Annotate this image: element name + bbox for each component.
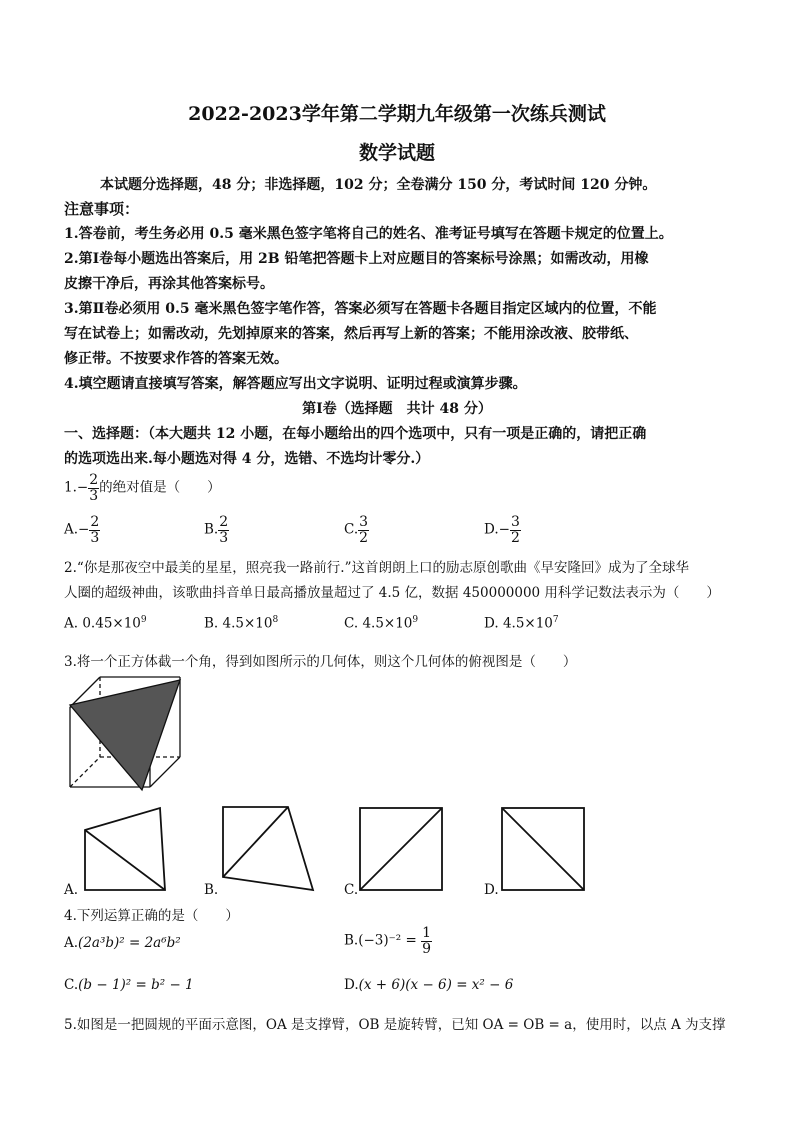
q2-option-c-label: C. xyxy=(344,615,359,632)
note-3-line-2: 写在试卷上；如需改动，先划掉原来的答案，然后再写上新的答案；不能用涂改液、胶带纸、 xyxy=(64,326,638,342)
q4-option-b-expr: (−3)⁻² = xyxy=(358,932,422,949)
q1-option-b[interactable] xyxy=(204,515,229,545)
note-1: 1.答卷前，考生务必用 0.5 毫米黑色签字笔将自己的姓名、准考证号填写在答题卡规定的位置上。 xyxy=(64,226,673,242)
q4-option-b-den: 9 xyxy=(422,940,432,957)
q1-option-a-sign: − xyxy=(78,521,90,538)
q2-option-b-base: 4.5×10 xyxy=(222,615,273,632)
question-1-stem xyxy=(64,473,221,503)
q3-option-d-figure[interactable] xyxy=(498,804,590,896)
note-3-line-1: 3.第Ⅱ卷必须用 0.5 毫米黑色签字笔作答，答案必须写在答题卡各题目指定区域内的位置，不能 xyxy=(64,301,657,317)
q4-option-b-num: 1 xyxy=(422,925,432,941)
q3-option-b-label[interactable]: B. xyxy=(204,882,219,898)
q2-option-c-base: 4.5×10 xyxy=(362,615,413,632)
q4-option-d[interactable] xyxy=(344,977,513,993)
exam-title: 2022-2023学年第二学期九年级第一次练兵测试 xyxy=(188,103,606,125)
q3-option-d-label[interactable]: D. xyxy=(484,882,499,898)
q4-option-c-expr: (b − 1)² = b² − 1 xyxy=(78,977,194,993)
q1-option-d[interactable] xyxy=(484,515,521,545)
q4-option-c[interactable] xyxy=(64,977,194,993)
notes-heading: 注意事项： xyxy=(64,200,140,218)
q4-option-d-expr: (x + 6)(x − 6) = x² − 6 xyxy=(358,977,514,993)
q1-option-a[interactable] xyxy=(64,515,100,545)
q1-option-b-den: 3 xyxy=(219,529,229,546)
subject-title: 数学试题 xyxy=(358,142,435,164)
q2-option-a-exp: 9 xyxy=(140,615,147,625)
q1-number: 1. xyxy=(64,479,77,496)
q4-option-a-label: A. xyxy=(64,935,79,951)
q1-option-b-label: B. xyxy=(204,521,219,538)
q2-option-c[interactable] xyxy=(344,615,418,632)
q2-option-b[interactable] xyxy=(204,615,278,632)
note-2-line-2: 皮擦干净后，再涂其他答案标号。 xyxy=(64,276,274,292)
q2-option-a-base: 0.45×10 xyxy=(82,615,141,632)
note-2-line-1: 2.第Ⅰ卷每小题选出答案后，用 2B 铅笔把答题卡上对应题目的答案标号涂黑；如需改动，用橡 xyxy=(64,251,649,267)
q2-option-a[interactable] xyxy=(64,615,147,632)
question-3-stem: 3.将一个正方体截一个角，得到如图所示的几何体，则这个几何体的俯视图是（ ） xyxy=(64,654,577,670)
section-instructions-line-1: 一、选择题：（本大题共 12 小题，在每小题给出的四个选项中，只有一项是正确的，请把正确 xyxy=(64,426,647,442)
section-instructions-line-2: 的选项选出来.每小题选对得 4 分，选错、不选均计零分.） xyxy=(64,451,430,467)
cut-cube-figure xyxy=(60,672,190,797)
q3-option-b-figure[interactable] xyxy=(218,802,318,897)
q1-option-c[interactable] xyxy=(344,515,369,545)
part1-heading: 第Ⅰ卷（选择题 共计 48 分） xyxy=(302,401,492,417)
q1-option-c-den: 2 xyxy=(359,529,369,546)
q2-option-c-exp: 9 xyxy=(412,615,419,625)
q1-option-c-label: C. xyxy=(344,521,359,538)
question-4-stem: 4.下列运算正确的是（ ） xyxy=(64,908,239,924)
q1-option-c-fraction xyxy=(358,515,369,545)
question-5-stem: 5.如图是一把圆规的平面示意图，OA 是支撑臂，OB 是旋转臂，已知 OA = OB = a，使用时，以点 A 为支撑 xyxy=(64,1017,726,1033)
q1-option-d-num: 3 xyxy=(510,514,520,530)
q3-option-a-label[interactable]: A. xyxy=(64,882,79,898)
q4-option-c-label: C. xyxy=(64,977,79,993)
q1-fraction xyxy=(88,473,99,503)
q2-option-d[interactable] xyxy=(484,615,559,632)
q1-option-d-label: D. xyxy=(484,521,499,538)
q4-option-a-expr: (2a³b)² = 2a⁶b² xyxy=(78,935,181,951)
question-2-line-1: 2.“你是那夜空中最美的星星，照亮我一路前行.”这首朗朗上口的励志原创歌曲《早安隆回》成为了全球华 xyxy=(64,560,689,576)
q2-option-b-exp: 8 xyxy=(272,615,279,625)
q3-option-a-figure[interactable] xyxy=(80,805,170,895)
q1-option-a-label: A. xyxy=(64,521,79,538)
note-4: 4.填空题请直接填写答案，解答题应写出文字说明、证明过程或演算步骤。 xyxy=(64,376,527,392)
q1-den: 3 xyxy=(89,487,99,504)
q2-option-b-label: B. xyxy=(204,615,219,632)
q1-option-a-num: 2 xyxy=(90,514,100,530)
q2-option-d-base: 4.5×10 xyxy=(502,615,553,632)
intro-text: 本试题分选择题，48 分；非选择题，102 分；全卷满分 150 分，考试时间 120 分钟。 xyxy=(100,177,657,193)
q1-option-b-num: 2 xyxy=(219,514,229,530)
q4-option-b[interactable] xyxy=(344,926,432,956)
question-2-line-2: 人圈的超级神曲，该歌曲抖音单日最高播放量超过了 4.5 亿，数据 450000000 用科学记数法表示为（ ） xyxy=(64,585,720,601)
q1-option-a-den: 3 xyxy=(90,529,100,546)
q1-option-c-num: 3 xyxy=(359,514,369,530)
q4-option-b-label: B. xyxy=(344,932,359,949)
q4-option-b-fraction xyxy=(421,926,432,956)
q4-option-a[interactable] xyxy=(64,935,181,951)
note-3-line-3: 修正带。不按要求作答的答案无效。 xyxy=(64,351,288,367)
q2-option-d-exp: 7 xyxy=(552,615,559,625)
q2-option-d-label: D. xyxy=(484,615,499,632)
q1-num: 2 xyxy=(89,472,99,488)
q1-option-d-sign: − xyxy=(498,521,510,538)
q1-option-d-den: 2 xyxy=(510,529,520,546)
q1-minus: − xyxy=(76,479,89,496)
q1-option-a-fraction xyxy=(89,515,100,545)
q1-suffix: 的绝对值是（ ） xyxy=(99,479,221,496)
q3-option-c-label[interactable]: C. xyxy=(344,882,359,898)
q3-option-c-figure[interactable] xyxy=(356,804,448,896)
q1-option-d-fraction xyxy=(510,515,521,545)
q2-option-a-label: A. xyxy=(64,615,79,632)
q4-option-d-label: D. xyxy=(344,977,359,993)
q1-option-b-fraction xyxy=(218,515,229,545)
